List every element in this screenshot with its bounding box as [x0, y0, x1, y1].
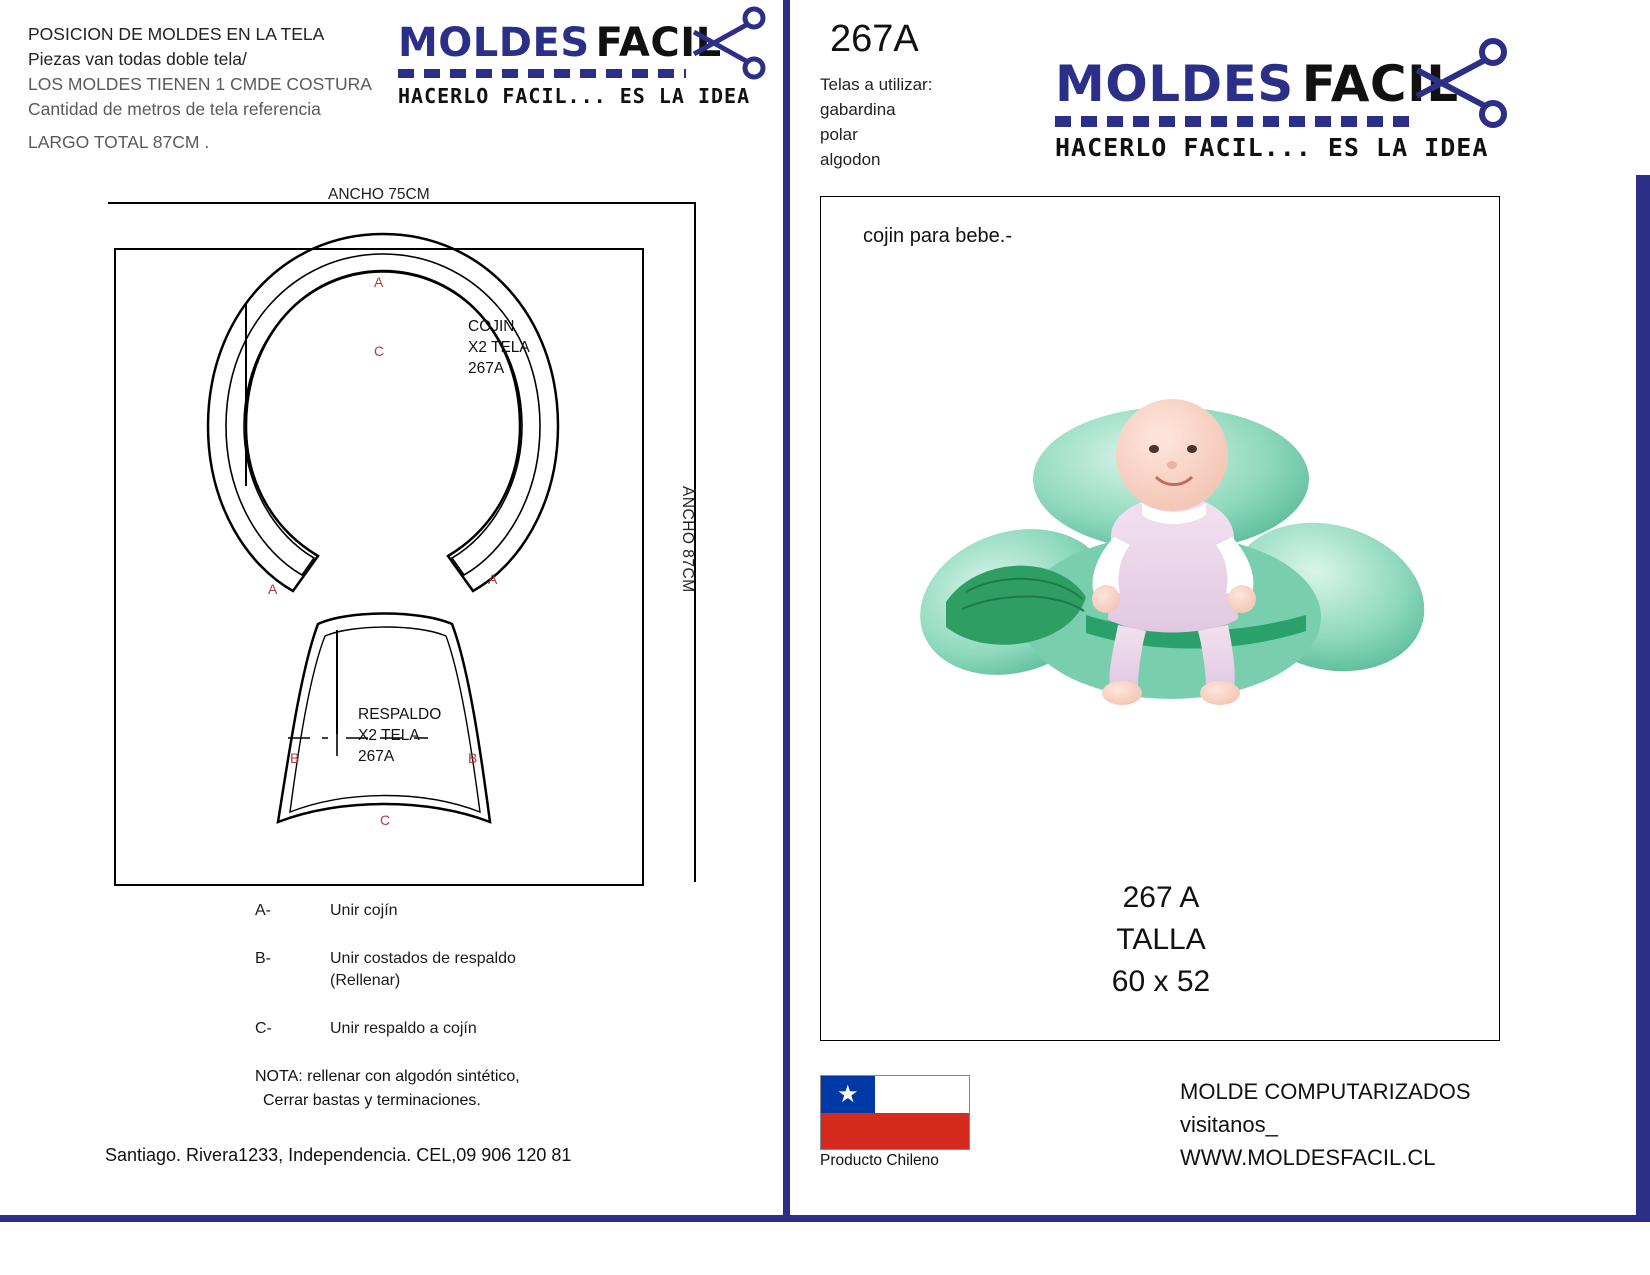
- fabric-item-3: algodon: [820, 150, 881, 169]
- legend-key-c: C-: [255, 1020, 272, 1037]
- logo-wordmark: [398, 20, 728, 66]
- logo-dashes: [398, 69, 686, 78]
- website-link[interactable]: WWW.MOLDESFACIL.CL: [1180, 1145, 1436, 1170]
- mark-a-right: A: [488, 571, 498, 587]
- heading-line-2: Piezas van todas doble tela/: [28, 49, 247, 69]
- right-footer: [1180, 1075, 1471, 1174]
- chile-flag: [820, 1075, 970, 1150]
- pattern-code: 267A: [830, 18, 919, 60]
- left-panel: [0, 0, 783, 1222]
- logo-dashes-right: [1055, 116, 1413, 127]
- logo-tagline-right: HACERLO FACIL... ES LA IDEA: [1055, 133, 1489, 162]
- footer-line-1: MOLDE COMPUTARIZADOS: [1180, 1079, 1471, 1104]
- cojin-label-3: 267A: [468, 360, 505, 377]
- size-block: [821, 877, 1501, 1003]
- respaldo-label-3: 267A: [358, 748, 395, 765]
- photo-caption: cojin para bebe.-: [863, 225, 1012, 247]
- logo-moldes-text-right: MOLDES: [1055, 55, 1294, 113]
- legend-text-a: Unir cojín: [330, 902, 398, 919]
- logo-moldes-text: MOLDES: [398, 20, 590, 66]
- note-line-2: Cerrar bastas y terminaciones.: [263, 1092, 481, 1109]
- note-block: [255, 1065, 520, 1113]
- left-heading-block: [28, 22, 428, 155]
- scissors-icon-right: [1405, 37, 1517, 133]
- vertical-divider: [783, 0, 790, 1215]
- flag-red-band: [821, 1113, 970, 1150]
- logo-left: [398, 20, 751, 108]
- legend-text-b: Unir costados de respaldo: [330, 950, 516, 967]
- legend-list: [255, 900, 725, 1066]
- legend-text-c: Unir respaldo a cojín: [330, 1020, 477, 1037]
- cojin-label-1: COJIN: [468, 318, 515, 335]
- logo-tagline: HACERLO FACIL... ES LA IDEA: [398, 84, 751, 108]
- flag-white-band: [875, 1076, 970, 1113]
- note-line-1: NOTA: rellenar con algodón sintético,: [255, 1068, 520, 1085]
- respaldo-piece-label: [358, 704, 441, 767]
- mark-c-top: C: [374, 343, 385, 359]
- size-line-3: 60 x 52: [1111, 965, 1211, 998]
- logo-right: [1055, 55, 1489, 162]
- logo-wordmark-right: [1055, 55, 1459, 113]
- legend-text-b-wrap: [330, 948, 516, 992]
- ancho-top-label: ANCHO 75CM: [328, 186, 430, 203]
- fabric-item-2: polar: [820, 125, 858, 144]
- respaldo-label-1: RESPALDO: [358, 706, 442, 723]
- heading-line-3: LOS MOLDES TIENEN 1 CMDE COSTURA: [28, 74, 372, 94]
- legend-item-c: [255, 1018, 725, 1040]
- legend-item-a: [255, 900, 725, 922]
- legend-text-b2: (Rellenar): [330, 972, 401, 989]
- right-panel: [790, 0, 1650, 1222]
- pattern-diagram: [28, 186, 728, 906]
- fabric-item-1: gabardina: [820, 100, 896, 119]
- product-photo-box: [820, 196, 1500, 1041]
- mark-a-left: A: [268, 581, 278, 597]
- logo-facil-text-right: FACIL: [1301, 55, 1459, 113]
- mark-a-top: A: [374, 274, 384, 290]
- flag-label: Producto Chileno: [820, 1152, 939, 1169]
- heading-line-4: Cantidad de metros de tela referencia: [28, 99, 321, 119]
- size-line-1: 267 A: [1122, 881, 1200, 914]
- fabrics-block: [820, 72, 932, 172]
- mark-b-left: B: [290, 750, 300, 766]
- fabrics-title: Telas a utilizar:: [820, 75, 933, 94]
- cojin-piece-label: [468, 316, 530, 379]
- footer-line-2: visitanos_: [1180, 1112, 1278, 1137]
- footer-address: Santiago. Rivera1233, Independencia. CEL,09 906 120 81: [105, 1145, 572, 1165]
- star-icon: ★: [837, 1081, 859, 1108]
- legend-key-a: A-: [255, 902, 271, 919]
- legend-key-b: B-: [255, 950, 271, 967]
- product-photo: [906, 387, 1436, 717]
- respaldo-label-2: X2 TELA: [358, 727, 420, 744]
- ancho-right-label: ANCHO 87CM: [679, 486, 696, 593]
- size-line-2: TALLA: [1116, 923, 1206, 956]
- logo-facil-text: FACIL: [595, 20, 722, 66]
- mark-c-bottom: C: [380, 812, 391, 828]
- legend-item-b: [255, 948, 725, 992]
- mark-b-right: B: [468, 750, 478, 766]
- scissors-icon: [684, 6, 774, 84]
- baby-cushion-illustration: [906, 387, 1436, 717]
- heading-line-5: LARGO TOTAL 87CM .: [28, 132, 210, 152]
- cojin-label-2: X2 TELA: [468, 339, 530, 356]
- heading-line-1: POSICION DE MOLDES EN LA TELA: [28, 24, 325, 44]
